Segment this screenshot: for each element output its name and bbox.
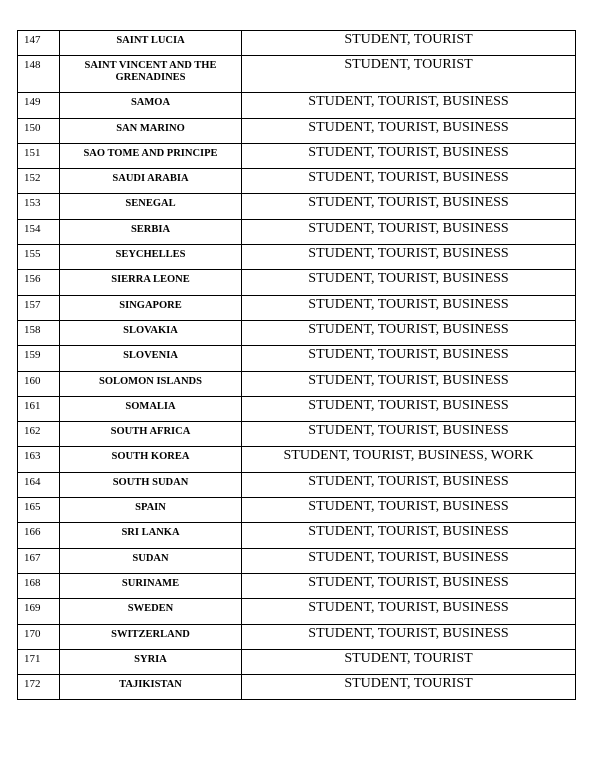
table-row (18, 624, 576, 649)
country-name: SOLOMON ISLANDS (60, 371, 242, 396)
visa-eligibility-table (17, 30, 576, 700)
visa-types: STUDENT, TOURIST, BUSINESS (242, 245, 576, 270)
table-row (18, 599, 576, 624)
visa-types: STUDENT, TOURIST, BUSINESS (242, 498, 576, 523)
table-row (18, 523, 576, 548)
country-name: SLOVAKIA (60, 320, 242, 345)
row-number: 165 (18, 498, 60, 523)
country-name: SENEGAL (60, 194, 242, 219)
visa-types: STUDENT, TOURIST, BUSINESS, WORK (242, 447, 576, 472)
visa-types: STUDENT, TOURIST, BUSINESS (242, 396, 576, 421)
country-name: SAINT VINCENT AND THE GRENADINES (60, 56, 242, 93)
country-name: SAUDI ARABIA (60, 169, 242, 194)
visa-types: STUDENT, TOURIST, BUSINESS (242, 143, 576, 168)
visa-types: STUDENT, TOURIST, BUSINESS (242, 295, 576, 320)
row-number: 159 (18, 346, 60, 371)
row-number: 154 (18, 219, 60, 244)
country-name: TAJIKISTAN (60, 675, 242, 700)
table-row (18, 219, 576, 244)
row-number: 163 (18, 447, 60, 472)
country-name: SWITZERLAND (60, 624, 242, 649)
table-row (18, 675, 576, 700)
country-name: SYRIA (60, 649, 242, 674)
table-row (18, 447, 576, 472)
table-row (18, 143, 576, 168)
country-name: SEYCHELLES (60, 245, 242, 270)
row-number: 167 (18, 548, 60, 573)
country-name: SOUTH AFRICA (60, 422, 242, 447)
row-number: 164 (18, 472, 60, 497)
row-number: 161 (18, 396, 60, 421)
visa-types: STUDENT, TOURIST, BUSINESS (242, 219, 576, 244)
country-name: SUDAN (60, 548, 242, 573)
table-row (18, 245, 576, 270)
visa-types: STUDENT, TOURIST, BUSINESS (242, 194, 576, 219)
country-name: SPAIN (60, 498, 242, 523)
row-number: 169 (18, 599, 60, 624)
row-number: 170 (18, 624, 60, 649)
visa-types: STUDENT, TOURIST, BUSINESS (242, 270, 576, 295)
row-number: 156 (18, 270, 60, 295)
country-name: SOUTH KOREA (60, 447, 242, 472)
row-number: 168 (18, 573, 60, 598)
table-row (18, 56, 576, 93)
table-row (18, 194, 576, 219)
table-body (18, 31, 576, 700)
table-row (18, 169, 576, 194)
country-name: SWEDEN (60, 599, 242, 624)
row-number: 166 (18, 523, 60, 548)
visa-types: STUDENT, TOURIST, BUSINESS (242, 169, 576, 194)
table-row (18, 498, 576, 523)
visa-types: STUDENT, TOURIST, BUSINESS (242, 371, 576, 396)
table-row (18, 295, 576, 320)
country-name: SLOVENIA (60, 346, 242, 371)
visa-types: STUDENT, TOURIST, BUSINESS (242, 573, 576, 598)
visa-types: STUDENT, TOURIST (242, 31, 576, 56)
country-name: SIERRA LEONE (60, 270, 242, 295)
country-name: SAINT LUCIA (60, 31, 242, 56)
row-number: 171 (18, 649, 60, 674)
visa-types: STUDENT, TOURIST, BUSINESS (242, 422, 576, 447)
row-number: 147 (18, 31, 60, 56)
visa-types: STUDENT, TOURIST (242, 56, 576, 93)
table-row (18, 371, 576, 396)
country-name: SOMALIA (60, 396, 242, 421)
table-row (18, 396, 576, 421)
country-name: SERBIA (60, 219, 242, 244)
row-number: 158 (18, 320, 60, 345)
table-row (18, 472, 576, 497)
table-row (18, 573, 576, 598)
country-name: SINGAPORE (60, 295, 242, 320)
visa-types: STUDENT, TOURIST, BUSINESS (242, 523, 576, 548)
visa-types: STUDENT, TOURIST, BUSINESS (242, 346, 576, 371)
table-row (18, 93, 576, 118)
row-number: 150 (18, 118, 60, 143)
visa-types: STUDENT, TOURIST, BUSINESS (242, 320, 576, 345)
row-number: 155 (18, 245, 60, 270)
table-row (18, 346, 576, 371)
row-number: 160 (18, 371, 60, 396)
visa-types: STUDENT, TOURIST (242, 675, 576, 700)
table-row (18, 31, 576, 56)
country-name: SAO TOME AND PRINCIPE (60, 143, 242, 168)
row-number: 151 (18, 143, 60, 168)
row-number: 152 (18, 169, 60, 194)
table-row (18, 548, 576, 573)
table-row (18, 320, 576, 345)
country-name: SAN MARINO (60, 118, 242, 143)
visa-types: STUDENT, TOURIST, BUSINESS (242, 548, 576, 573)
country-name: SOUTH SUDAN (60, 472, 242, 497)
row-number: 148 (18, 56, 60, 93)
table-row (18, 118, 576, 143)
country-name: SURINAME (60, 573, 242, 598)
visa-types: STUDENT, TOURIST, BUSINESS (242, 118, 576, 143)
row-number: 149 (18, 93, 60, 118)
table-row (18, 270, 576, 295)
table-row (18, 649, 576, 674)
row-number: 157 (18, 295, 60, 320)
country-name: SRI LANKA (60, 523, 242, 548)
visa-types: STUDENT, TOURIST (242, 649, 576, 674)
visa-types: STUDENT, TOURIST, BUSINESS (242, 93, 576, 118)
visa-types: STUDENT, TOURIST, BUSINESS (242, 472, 576, 497)
row-number: 153 (18, 194, 60, 219)
table-row (18, 422, 576, 447)
country-name: SAMOA (60, 93, 242, 118)
row-number: 172 (18, 675, 60, 700)
visa-types: STUDENT, TOURIST, BUSINESS (242, 599, 576, 624)
row-number: 162 (18, 422, 60, 447)
visa-types: STUDENT, TOURIST, BUSINESS (242, 624, 576, 649)
